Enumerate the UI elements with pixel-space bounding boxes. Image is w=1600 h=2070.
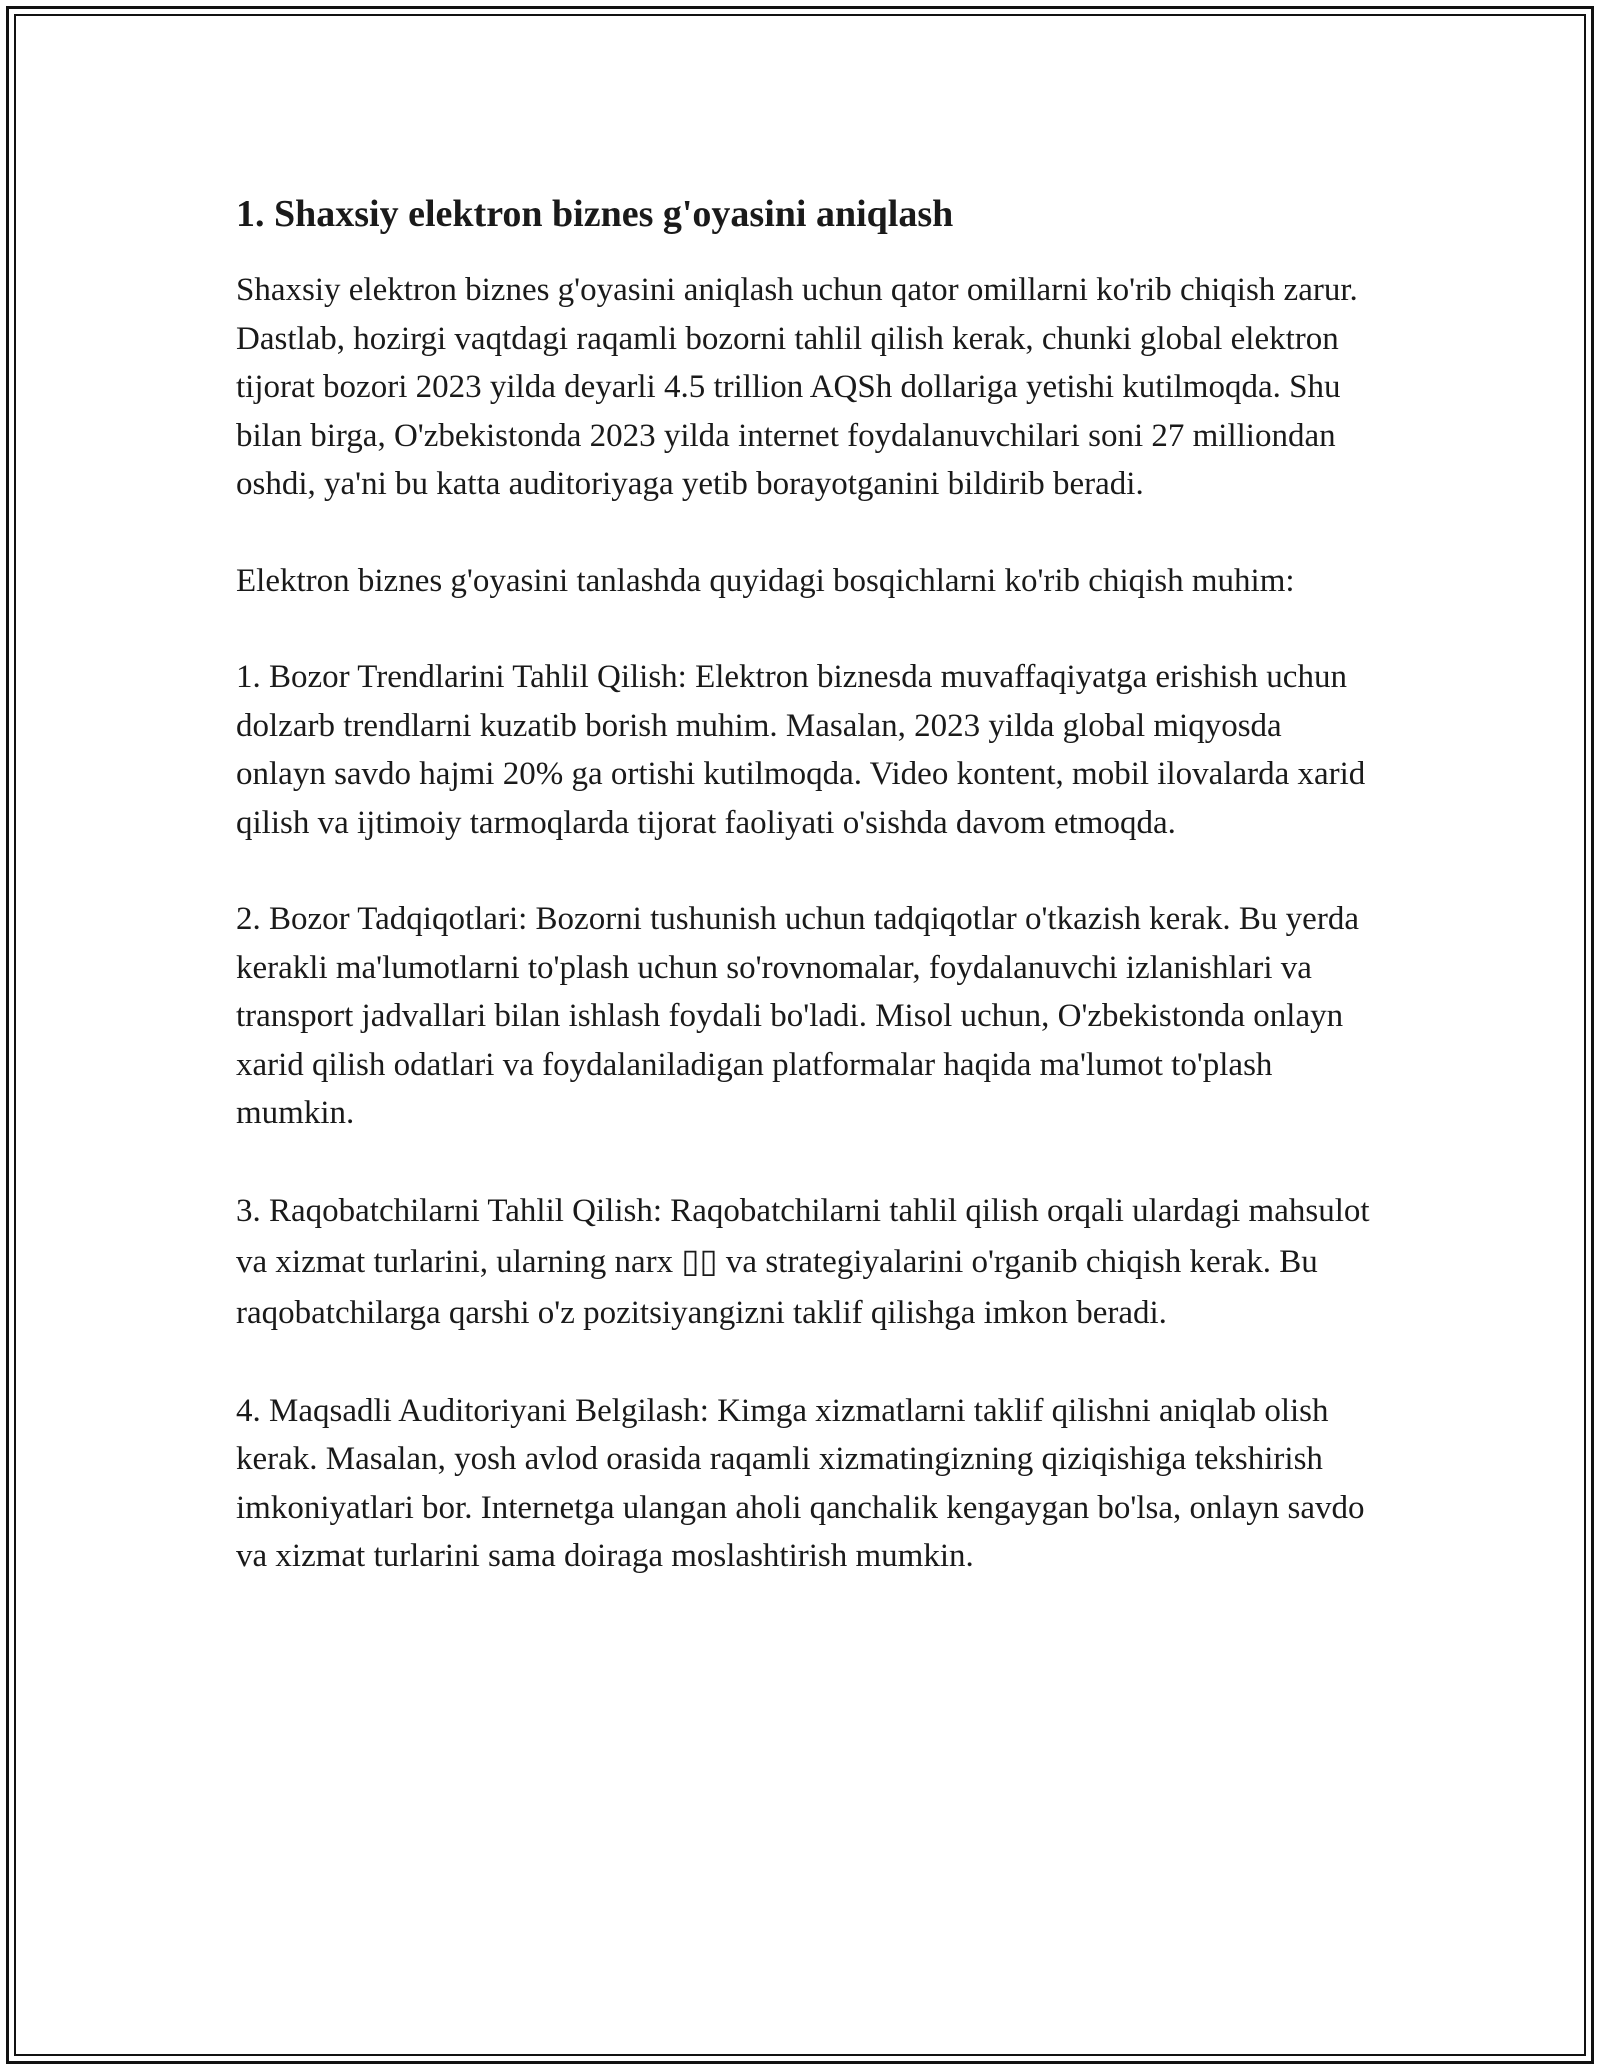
section-heading: 1. Shaxsiy elektron biznes g'oyasini aniqlash bbox=[236, 193, 954, 235]
steps-intro-paragraph: Elektron biznes g'oyasini tanlashda quyidagi bosqichlarni ko'rib chiqish muhim: bbox=[236, 562, 1295, 599]
intro-paragraph: Shaxsiy elektron biznes g'oyasini aniqlash uchun qator omillarni ko'rib chiqish zarur. Dastlab, hozirgi vaqtdagi raqamli bozorni tahlil qilish kerak, chunki global elektron tijorat bozori 2023 yilda deyarli 4.5 trillion AQSh dollariga yetishi kutilmoqda. Shu bilan birga, O'zbekistonda 2023 yilda internet foydalanuvchilari soni 27 milliondan oshdi, ya'ni bu katta auditoriyaga yetib borayotganini bildirib beradi. bbox=[236, 272, 1358, 502]
document-body bbox=[236, 188, 1376, 1629]
step-competitor-analysis: 3. Raqobatchilarni Tahlil Qilish: Raqobatchilarni tahlil qilish orqali ulardagi mahsulot va xizmat turlarini, ularning narx ▯▯ va strategiyalarini o'rganib chiqish kerak. Bu raqobatchilarga qarshi o'z pozitsiyangizni taklif qilishga imkon beradi. bbox=[236, 1192, 1370, 1331]
step-market-trends: 1. Bozor Trendlarini Tahlil Qilish: Elektron biznesda muvaffaqiyatga erishish uchun dolzarb trendlarni kuzatib borish muhim. Masalan, 2023 yilda global miqyosda onlayn savdo hajmi 20% ga ortishi kutilmoqda. Video kontent, mobil ilovalarda xarid qilish va ijtimoiy tarmoqlarda tijorat faoliyati o'sishda davom etmoqda. bbox=[236, 659, 1366, 841]
step-market-research: 2. Bozor Tadqiqotlari: Bozorni tushunish uchun tadqiqotlar o'tkazish kerak. Bu yerda kerakli ma'lumotlarni to'plash uchun so'rovnomalar, foydalanuvchi izlanishlari va transport jadvallari bilan ishlash foydali bo'ladi. Misol uchun, O'zbekistonda onlayn xarid qilish odatlari va foydalaniladigan platformalar haqida ma'lumot to'plash mumkin. bbox=[236, 901, 1359, 1131]
step-target-audience: 4. Maqsadli Auditoriyani Belgilash: Kimga xizmatlarni taklif qilishni aniqlab olish kerak. Masalan, yosh avlod orasida raqamli xizmatingizning qiziqishiga tekshirish imkoniyatlari bor. Internetga ulangan aholi qanchalik kengaygan bo'lsa, onlayn savdo va xizmat turlarini sama doiraga moslashtirish mumkin. bbox=[236, 1392, 1365, 1574]
